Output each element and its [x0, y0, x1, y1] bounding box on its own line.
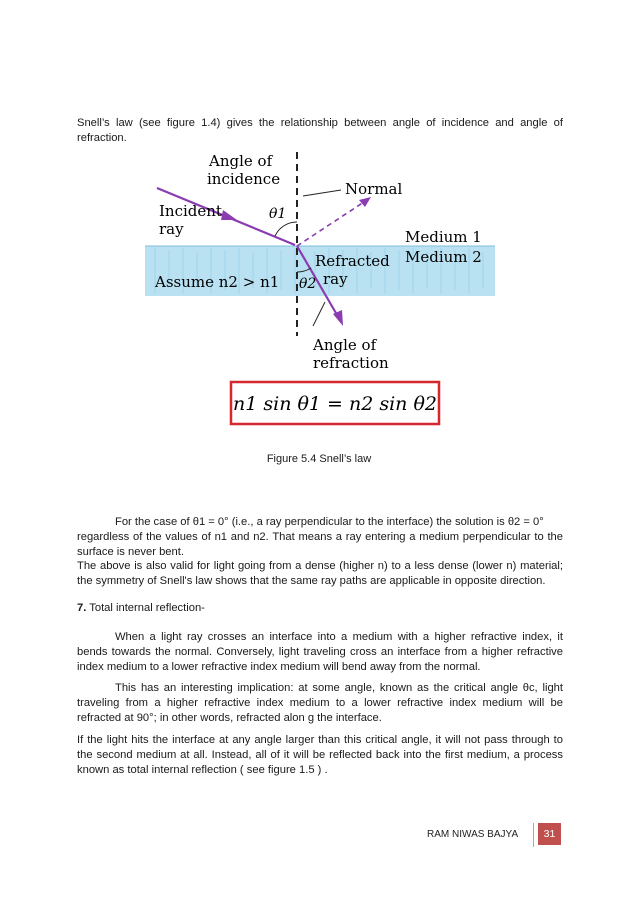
paragraph-1-line-2: regardless of the values of n1 and n2. That means a ray entering a medium perpendicular to the surface is never bent.: [77, 531, 563, 558]
paragraph-4: This has an interesting implication: at some angle, known as the critical angle θc, light traveling from a higher refractive index medium to a lower refractive index medium will be refracted at 90°; in other words, refracted alon g the interface.: [77, 682, 563, 724]
paragraph-5: If the light hits the interface at any angle larger than this critical angle, it will not pass through to the second medium at all. Instead, all of it will be reflected back into the first medium, a process known as total internal reflection ( see figure 1.5 ) .: [77, 734, 563, 776]
label-assume: Assume n2 > n1: [155, 273, 280, 291]
normal-pointer: [303, 190, 341, 196]
theta1-arc: [275, 222, 297, 236]
label-angle-incidence-2: incidence: [207, 170, 281, 188]
paragraph-1-line-1: For the case of θ1 = 0° (i.e., a ray perpendicular to the interface) the solution is θ2 = 0°: [115, 516, 544, 528]
label-refracted-2: ray: [323, 270, 348, 288]
figure-caption: Figure 5.4 Snell’s law: [266, 453, 372, 465]
label-refracted-1: Refracted: [315, 252, 390, 270]
reflected-dashed-ray: [297, 200, 367, 246]
label-incident-1: Incident: [159, 202, 222, 220]
page-number: 31: [538, 823, 561, 845]
section-title: Total internal reflection-: [89, 602, 205, 614]
paragraph-2: The above is also valid for light going from a dense (higher n) to a less dense (lower n) material; the symmetry of Snell's law shows that the same ray paths are applicable in opposite direction.: [77, 560, 563, 587]
section-number: 7.: [77, 602, 87, 614]
intro-paragraph: Snell’s law (see figure 1.4) gives the relationship between angle of incidence and angle of refraction.: [77, 117, 563, 144]
label-angle-refraction-2: refraction: [313, 354, 389, 372]
label-angle-incidence-1: Angle of: [209, 152, 273, 170]
label-theta2: θ2: [299, 276, 317, 292]
snells-law-formula: n1 sin θ1 = n2 sin θ2: [233, 393, 437, 415]
snells-law-figure: [145, 148, 495, 433]
dashed-arrowhead: [359, 197, 371, 207]
section-heading: [77, 602, 205, 614]
paragraph-3: When a light ray crosses an interface into a medium with a higher refractive index, it bends towards the normal. Conversely, light traveling cross an interface from a higher refractive index medium to a lower refractive index medium will bend away from the normal.: [77, 631, 563, 673]
incident-arrowhead: [221, 210, 237, 220]
label-angle-refraction-1: Angle of: [313, 336, 377, 354]
refraction-pointer: [313, 302, 325, 326]
label-medium1: Medium 1: [405, 228, 482, 246]
label-incident-2: ray: [159, 220, 184, 238]
footer-separator: [533, 823, 534, 847]
label-theta1: θ1: [269, 206, 287, 222]
label-normal: Normal: [345, 180, 403, 198]
footer-author: RAM NIWAS BAJYA: [427, 829, 519, 840]
label-medium2: Medium 2: [405, 248, 482, 266]
